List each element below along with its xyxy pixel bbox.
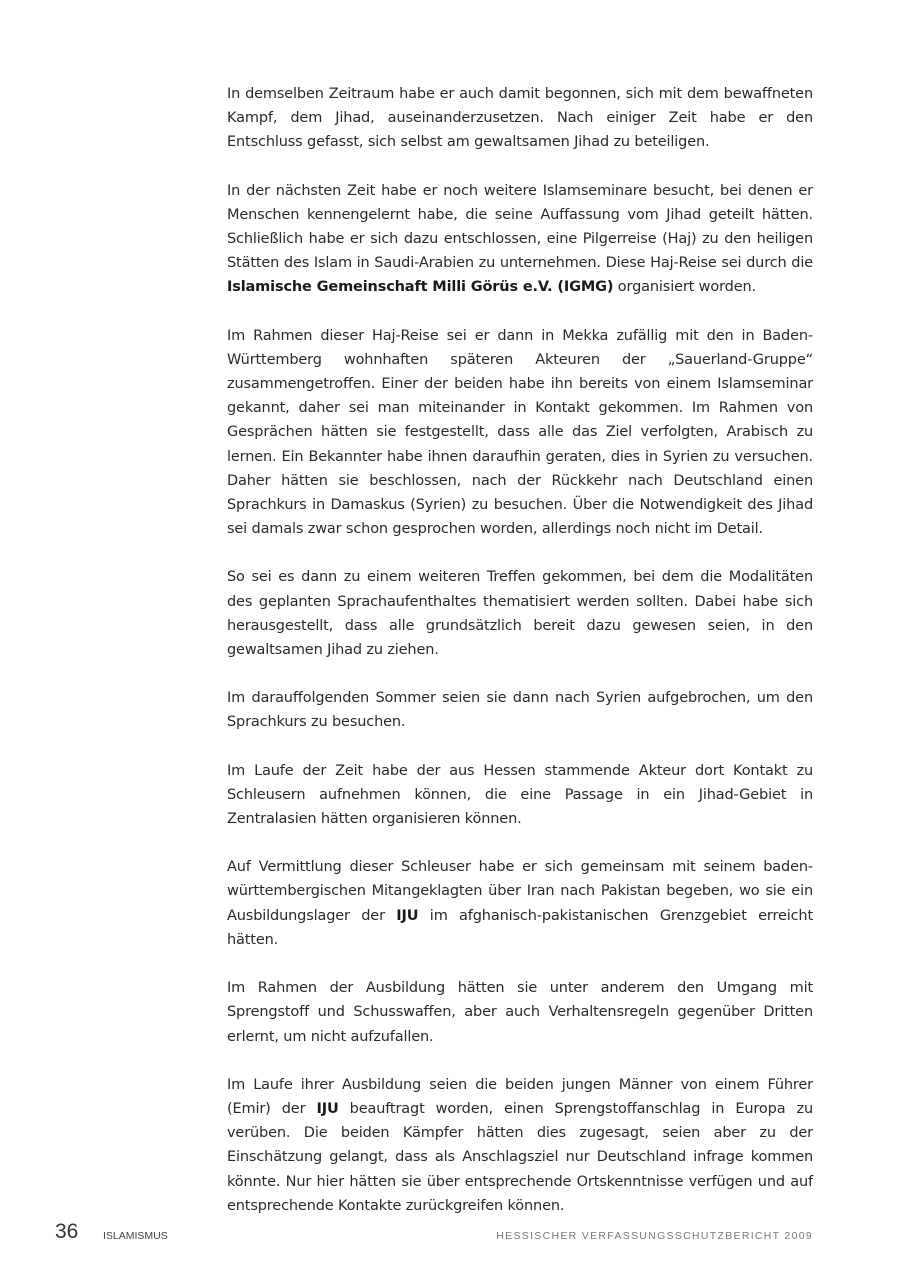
paragraph-text: im afghanisch-pakistanischen Grenzgebiet erreicht hätten. [227,907,813,948]
body-paragraph [227,82,813,155]
paragraph-text: beauftragt worden, einen Sprengstoffanschlag in Europa zu verüben. Die beiden Kämpfer hätten dies zugesagt, seien aber zu der Einschätzung gelangt, dass als Anschlagsziel nur Deutschland infrage kommen könnte. Nur hier hätten sie über entsprechende Ortskenntnisse verfügen und auf entsprechende Kontakte zurückgreifen können. [227,1100,813,1214]
body-paragraph [227,686,813,734]
paragraph-text: organisiert worden. [613,279,756,296]
body-paragraph [227,324,813,542]
bold-term: Islamische Gemeinschaft Milli Görüs e.V. (IGMG) [227,279,614,296]
paragraph-text: Im Rahmen dieser Haj-Reise sei er dann in Mekka zufällig mit den in Baden-Württemberg wohnhaften späteren Akteuren der „Sauerland-Gruppe“ zusammengetroffen. Einer der beiden habe ihn bereits von einem Islamseminar gekannt, daher sei man miteinander in Kontakt gekommen. Im Rahmen von Gesprächen hätten sie festgestellt, dass alle das Ziel verfolgten, Arabisch zu lernen. Ein Bekannter habe ihnen daraufhin geraten, dies in Syrien zu versuchen. Daher hätten sie beschlossen, nach der Rückkehr nach Deutschland einen Sprachkurs in Damaskus (Syrien) zu besuchen. Über die Notwendigkeit des Jihad sei damals zwar schon gesprochen worden, allerdings noch nicht im Detail. [227,327,813,538]
paragraph-text: Im Laufe der Zeit habe der aus Hessen stammende Akteur dort Kontakt zu Schleusern aufnehmen können, die eine Passage in ein Jihad-Gebiet in Zentralasien hätten organisieren können. [227,762,813,828]
body-paragraph [227,1073,813,1218]
paragraph-text: Im darauffolgenden Sommer seien sie dann nach Syrien aufgebrochen, um den Sprachkurs zu besuchen. [227,690,813,731]
paragraph-text: So sei es dann zu einem weiteren Treffen gekommen, bei dem die Modalitäten des geplanten Sprachaufenthaltes thematisiert werden sollten. Dabei habe sich herausgestellt, dass alle grundsätzlich bereit dazu gewesen seien, in den gewaltsamen Jihad zu ziehen. [227,569,813,659]
paragraph-text: In der nächsten Zeit habe er noch weitere Islamseminare besucht, bei denen er Menschen kennengelernt habe, die seine Auffassung vom Jihad geteilt hätten. Schließlich habe er sich dazu entschlossen, eine Pilgerreise (Haj) zu den heiligen Stätten des Islam in Saudi-Arabien zu unternehmen. Diese Haj-Reise sei durch die [227,182,813,272]
paragraph-text: In demselben Zeitraum habe er auch damit begonnen, sich mit dem bewaffneten Kampf, dem Jihad, auseinanderzusetzen. Nach einiger Zeit habe er den Entschluss gefasst, sich selbst am gewaltsamen Jihad zu beteiligen. [227,86,813,151]
body-paragraph [227,976,813,1049]
paragraph-text: Im Laufe ihrer Ausbildung seien die beiden jungen Männer von einem Führer (Emir) der [227,1076,813,1117]
document-body [227,82,813,1242]
bold-term: IJU [396,907,419,924]
section-label: ISLAMISMUS [103,1230,168,1242]
body-paragraph [227,759,813,832]
paragraph-text: Auf Vermittlung dieser Schleuser habe er sich gemeinsam mit seinem baden-württembergischen Mitangeklagten über Iran nach Pakistan begeben, wo sie ein Ausbildungslager der [227,859,813,924]
body-paragraph [227,855,813,952]
bold-term: IJU [316,1100,339,1117]
publication-title: HESSISCHER VERFASSUNGSSCHUTZBERICHT 2009 [496,1230,813,1242]
body-paragraph [227,179,813,300]
paragraph-text: Im Rahmen der Ausbildung hätten sie unter anderem den Umgang mit Sprengstoff und Schusswaffen, aber auch Verhaltensregeln gegenüber Dritten erlernt, um nicht aufzufallen. [227,980,813,1045]
body-paragraph [227,565,813,662]
page-number: 36 [55,1220,79,1243]
